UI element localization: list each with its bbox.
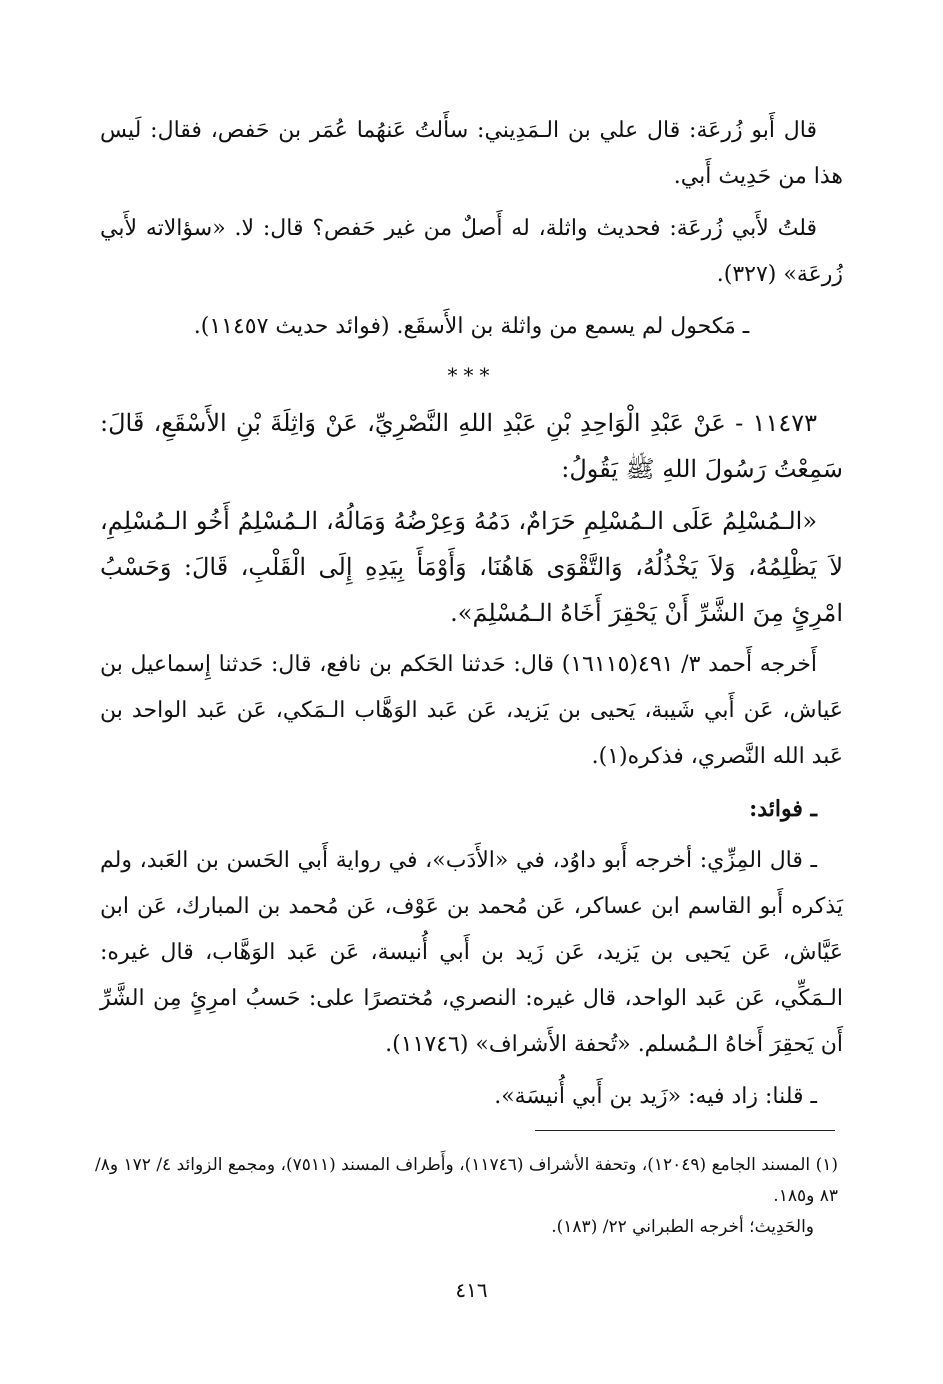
- fawaid-heading: ـ فوائد:: [749, 796, 817, 822]
- footnote-divider: [535, 1130, 835, 1131]
- section-separator: ***: [447, 363, 496, 387]
- footnote-1: (١) المسند الجامع (١٢٠٤٩)، وتحفة الأشراف (١١٧٤٦)، وأَطراف المسند (٧٥١١)، ومجمع الزوائد ٤/ ١٧٢ و٨/ ٨٣ و١٨٥.: [95, 1155, 838, 1206]
- takhrij-paragraph: أَخرجه أَحمد ٣/ ٤٩١(١٦١١٥) قال: حَدثنا الحَكم بن نافع، قال: حَدثنا إِسماعيل بن عَياش، عَن أَبي شَيبة، يَحيى بن يَزيد، عَن عَبد الوَهَّاب الـمَكي، عَن عَبد الواحد بن عَبد الله النَّصري، فذكره(١).: [100, 652, 843, 769]
- fawaid-qulna: ـ قلنا: زاد فيه: «زَيد بن أَبي أُنيسَة».: [494, 1084, 817, 1109]
- hadith-text: «الـمُسْلِمُ عَلَى الـمُسْلِمِ حَرَامٌ، دَمُهُ وَعِرْضُهُ وَمَالُهُ، الـمُسْلِمُ أَخُو الـمُسْلِمِ، لاَ يَظْلِمُهُ، وَلاَ يَخْذُلُهُ، وَالتَّقْوَى هَاهُنَا، وَأَوْمَأَ بِيَدِهِ إِلَى الْقَلْبِ، قَالَ: وَحَسْبُ امْرِئٍ مِنَ الشَّرِّ أَنْ يَحْقِرَ أَخَاهُ الـمُسْلِمَ».: [100, 507, 844, 627]
- paragraph-question: قلتُ لأَبي زُرعَة: فحديث واثلة، له أَصلٌ من غير حَفص؟ قال: لا. «سؤالاته لأَبي زُرعَة» (٣٢٧).: [100, 216, 843, 287]
- paragraph-abu-zura: قال أَبو زُرعَة: قال علي بن الـمَدِيني: سأَلتُ عَنهُما عُمَر بن حَفص، فقال: لَيس هذا من حَدِيث أَبي.: [100, 118, 843, 189]
- footnote-1-continued: والحَدِيث؛ أخرجه الطبراني ٢٢/ (١٨٣).: [551, 1217, 814, 1237]
- paragraph-makhul: ـ مَكحول لم يسمع من واثلة بن الأَسقَع. (فوائد حديث ١١٤٥٧).: [193, 314, 750, 339]
- footnotes: [95, 1150, 838, 1243]
- page-number: ٤١٦: [455, 1278, 488, 1302]
- fawaid-mizzi: ـ قال المِزِّي: أخرجه أَبو داوُد، في «الأَدَب»، في رواية أَبي الحَسن بن العَبد، ولم يَذكره أَبو القاسم ابن عساكر، عَن مُحمد بن عَوْف، عَن مُحمد بن المبارك، عَن ابن عَيَّاش، عَن يَحيى بن يَزيد، عَن زَيد بن أَبي أُنيسة، عَن عَبد الوَهَّاب، قال غيره: الـمَكِّي، عَن عَبد الواحد، قال غيره: النصري، مُختصرًا على: حَسبُ امرِئٍ مِن الشَّرِّ أَن يَحقِرَ أَخاهُ الـمُسلم. «تُحفة الأَشراف» (١١٧٤٦).: [100, 848, 843, 1057]
- hadith-intro: ١١٤٧٣ - عَنْ عَبْدِ الْوَاحِدِ بْنِ عَبْدِ اللهِ النَّصْرِيِّ، عَنْ وَاثِلَةَ بْنِ الأَسْقَعِ، قَالَ: سَمِعْتُ رَسُولَ اللهِ ﷺ يَقُولُ:: [100, 409, 843, 483]
- main-text: [100, 108, 843, 1126]
